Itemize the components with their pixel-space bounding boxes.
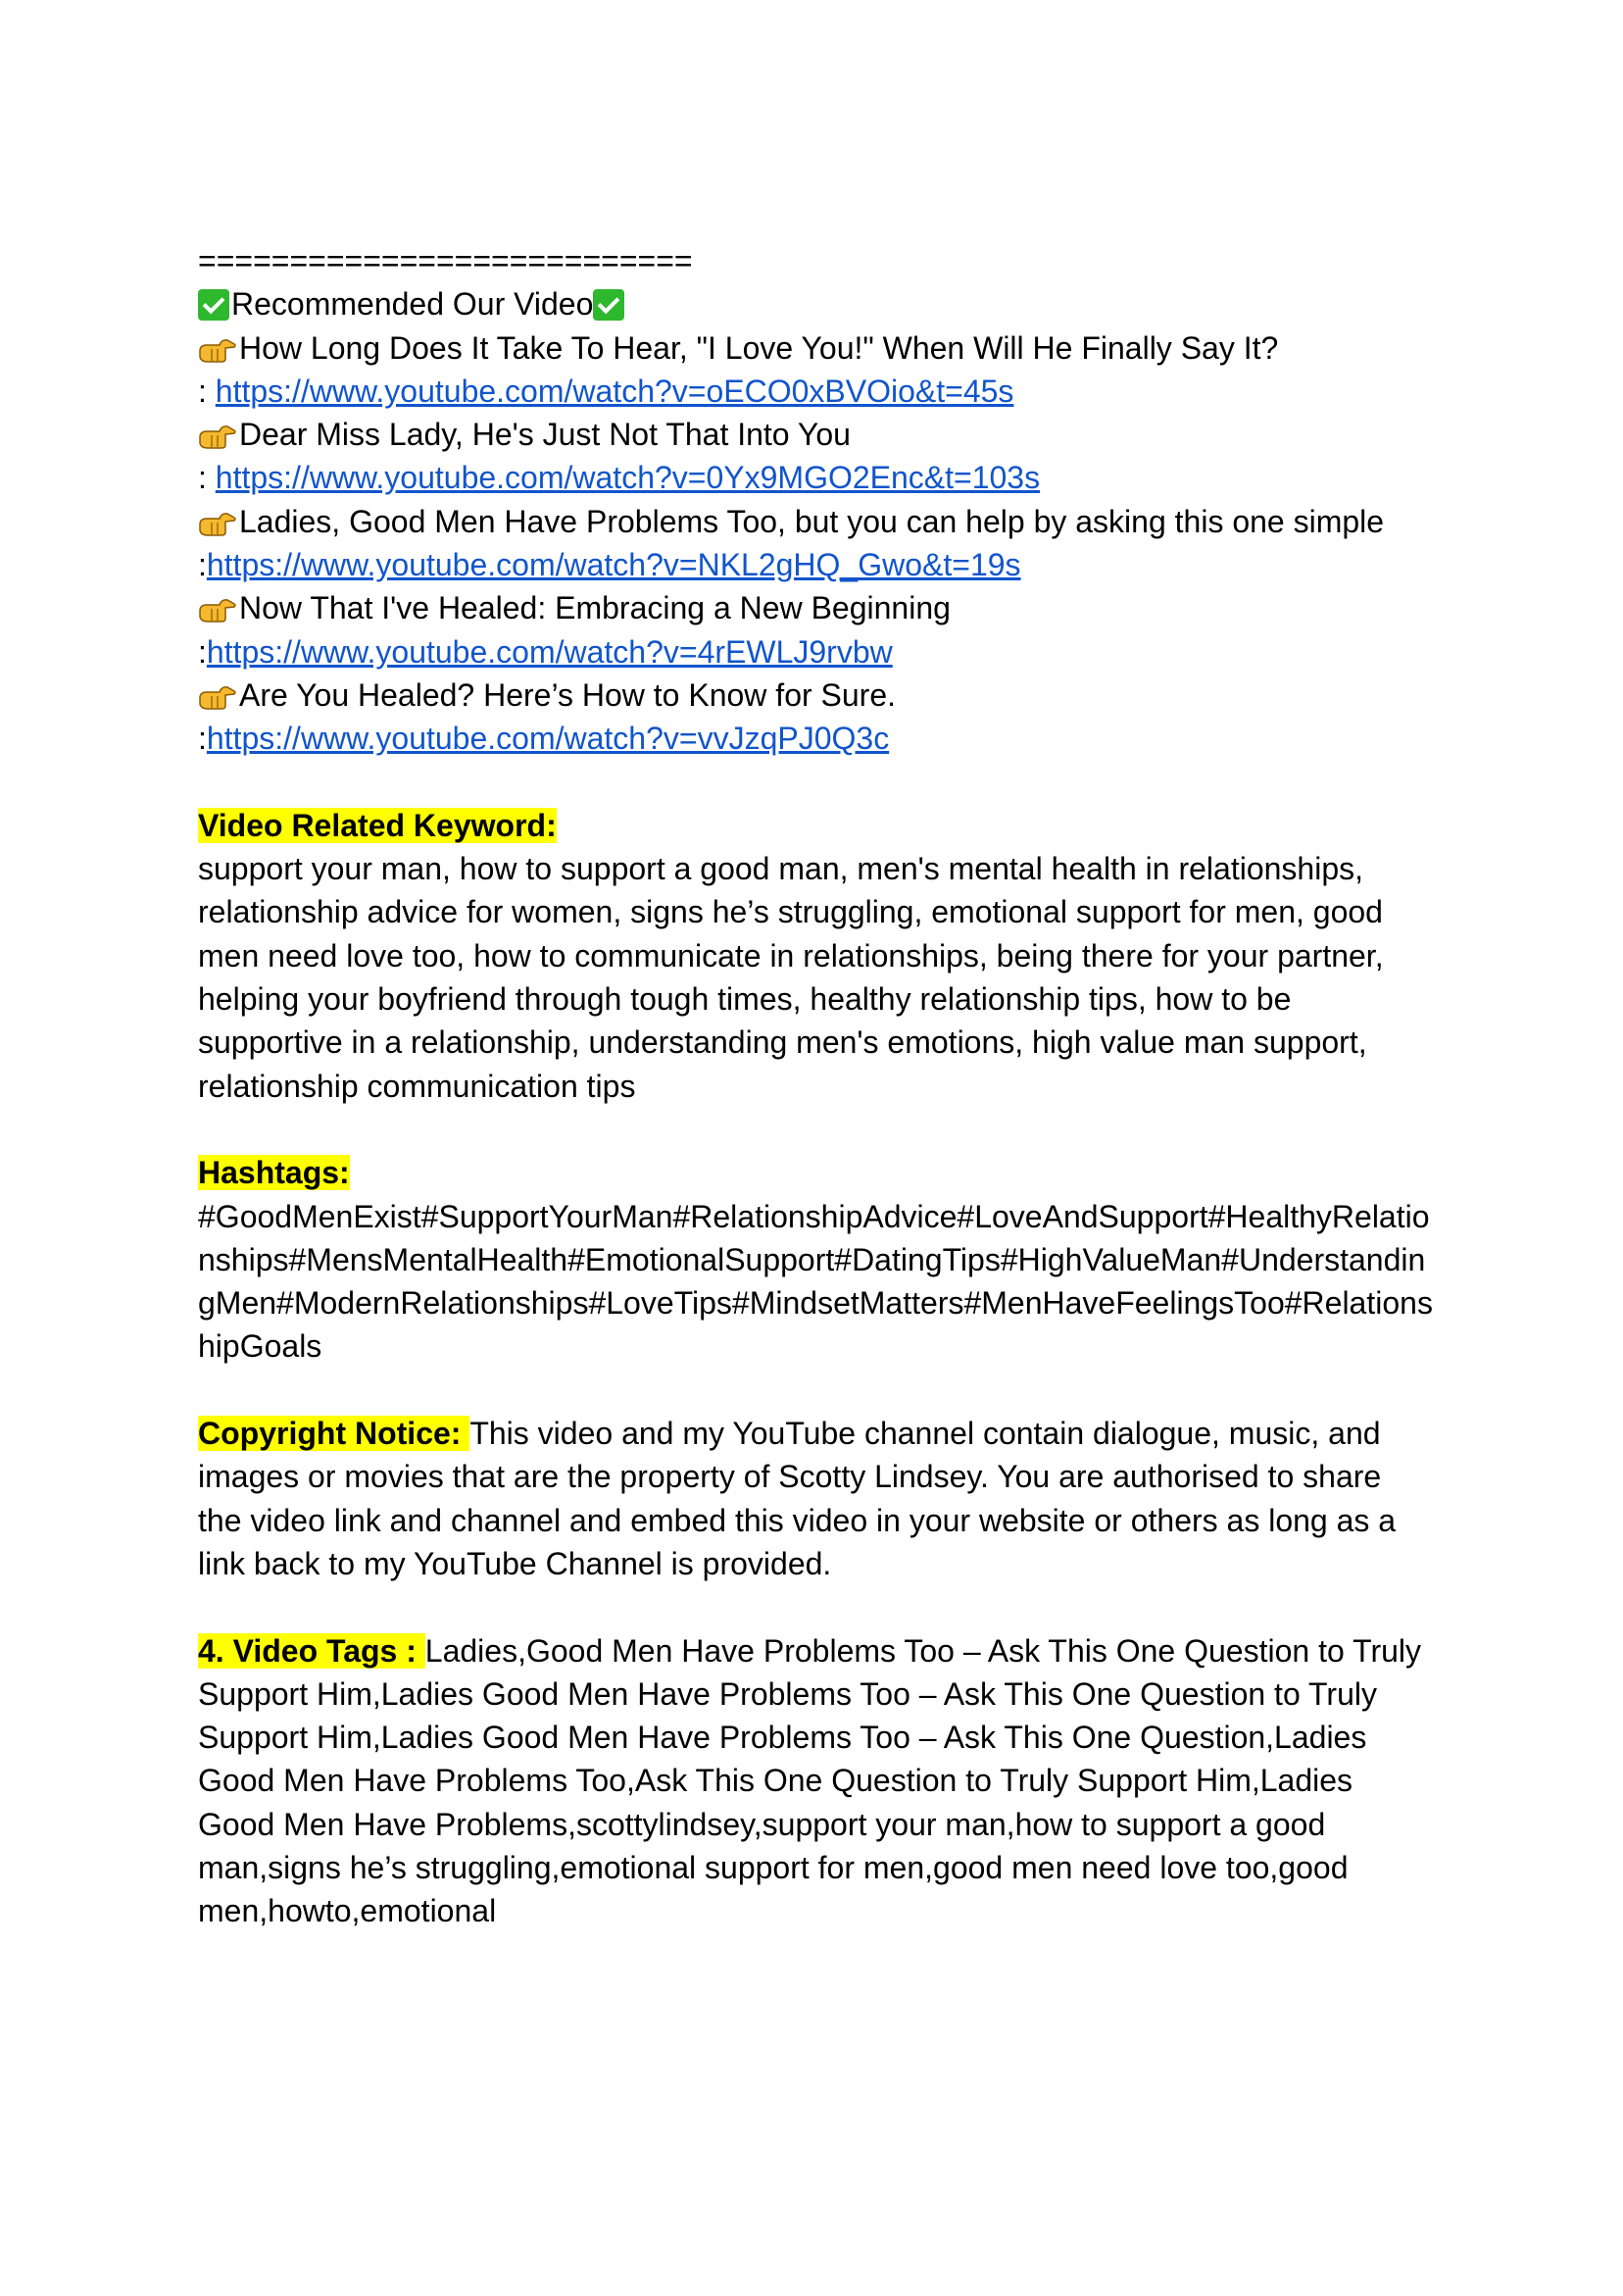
video-tags-section bbox=[198, 1629, 1433, 1933]
video-link[interactable]: https://www.youtube.com/watch?v=4rEWLJ9rvbw bbox=[206, 633, 893, 670]
keywords-text: support your man, how to support a good man, men's mental health in relationships, relationship advice for women, signs he’s struggling, emotional support for men, good men need love too, how to communicate in relationships, being there for your partner, helping your boyfriend through tough times, healthy relationship tips, how to be supportive in a relationship, understanding men's emotions, high value man support, relationship communication tips bbox=[198, 851, 1384, 1104]
link-prefix: : bbox=[198, 373, 216, 409]
link-prefix: : bbox=[198, 547, 207, 583]
pointing-hand-icon bbox=[198, 422, 237, 451]
copyright-heading: Copyright Notice: bbox=[198, 1416, 470, 1452]
video-link-line bbox=[198, 630, 1433, 674]
recommended-title: Recommended Our Video bbox=[231, 286, 594, 323]
hashtags-text: #GoodMenExist#SupportYourMan#RelationshipAdvice#LoveAndSupport#HealthyRelationships#MensMentalHealth#EmotionalSupport#DatingTips#HighValueMan#UnderstandingMen#ModernRelationships#LoveTips#MindsetMatters#MenHaveFeelingsToo#RelationshipGoals bbox=[198, 1198, 1433, 1365]
keywords-section bbox=[198, 804, 1433, 1108]
document-body bbox=[198, 239, 1433, 1933]
video-title-line bbox=[198, 674, 1433, 717]
pointing-hand-icon bbox=[198, 595, 237, 624]
copyright-text: This video and my YouTube channel contain dialogue, music, and images or movies that are the property of Scotty Lindsey. You are authorised to share the video link and channel and embed this video in your website or others as long as a link back to my YouTube Channel is provided. bbox=[198, 1416, 1397, 1581]
video-tags-heading: 4. Video Tags : bbox=[198, 1632, 425, 1669]
video-title: How Long Does It Take To Hear, "I Love You!" When Will He Finally Say It? bbox=[239, 329, 1279, 366]
video-link-line bbox=[198, 543, 1433, 586]
check-mark-icon bbox=[198, 289, 229, 321]
check-mark-icon bbox=[593, 289, 624, 321]
video-title-line bbox=[198, 586, 1433, 629]
pointing-hand-icon bbox=[198, 682, 237, 712]
copyright-section bbox=[198, 1412, 1433, 1585]
video-title-line bbox=[198, 326, 1433, 370]
link-prefix: : bbox=[198, 460, 216, 496]
video-title: Now That I've Healed: Embracing a New Beginning bbox=[239, 590, 951, 626]
video-link[interactable]: https://www.youtube.com/watch?v=vvJzqPJ0Q3c bbox=[206, 721, 890, 757]
video-link[interactable]: https://www.youtube.com/watch?v=oECO0xBVOio&t=45s bbox=[215, 373, 1014, 409]
hashtags-heading: Hashtags: bbox=[198, 1155, 350, 1191]
video-link[interactable]: https://www.youtube.com/watch?v=NKL2gHQ_Gwo&t=19s bbox=[206, 547, 1021, 583]
video-title-line bbox=[198, 413, 1433, 456]
keywords-heading: Video Related Keyword: bbox=[198, 807, 557, 843]
video-link[interactable]: https://www.youtube.com/watch?v=0Yx9MGO2Enc&t=103s bbox=[215, 460, 1041, 496]
video-title: Dear Miss Lady, He's Just Not That Into You bbox=[239, 417, 851, 453]
video-tags-text: Ladies,Good Men Have Problems Too – Ask This One Question to Truly Support Him,Ladies Good Men Have Problems Too – Ask This One Question to Truly Support Him,Ladies Good Men Have Problems Too – Ask This One Question,Ladies Good Men Have Problems Too,Ask This One Question to Truly Support Him,Ladies Good Men Have Problems,scottylindsey,support your man,how to support a good man,signs he’s struggling,emotional support for men,good men need love too,good men,howto,emotional bbox=[198, 1632, 1421, 1929]
pointing-hand-icon bbox=[198, 335, 237, 365]
link-prefix: : bbox=[198, 633, 207, 670]
video-title: Are You Healed? Here’s How to Know for Sure. bbox=[239, 676, 897, 713]
separator-line: =========================== bbox=[198, 243, 693, 278]
video-title-line bbox=[198, 500, 1433, 543]
video-link-line bbox=[198, 456, 1433, 499]
pointing-hand-icon bbox=[198, 509, 237, 538]
video-link-line bbox=[198, 370, 1433, 413]
recommended-heading bbox=[198, 282, 1433, 325]
hashtags-section bbox=[198, 1151, 1433, 1368]
video-link-line bbox=[198, 717, 1433, 760]
link-prefix: : bbox=[198, 721, 207, 757]
video-title: Ladies, Good Men Have Problems Too, but you can help by asking this one simple bbox=[239, 503, 1385, 539]
